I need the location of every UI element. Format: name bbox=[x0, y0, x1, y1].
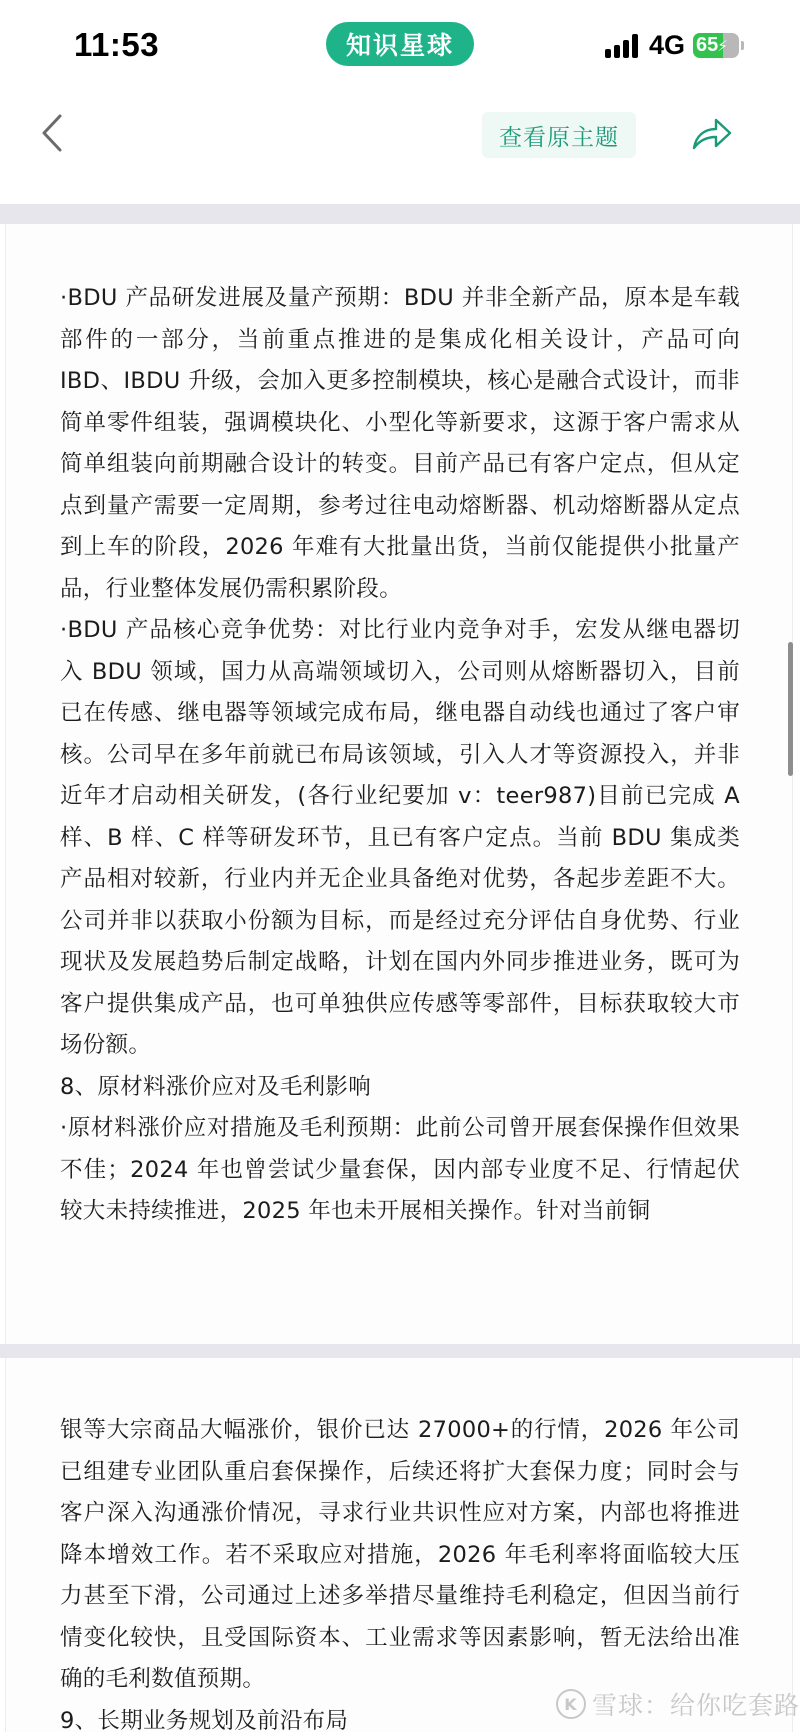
xueqiu-logo-icon: K bbox=[556, 1689, 586, 1719]
paragraph-bdu-progress: ·BDU 产品研发进展及量产预期：BDU 并非全新产品，原本是车载部件的一部分，当前重点推进的是集成化相关设计，产品可向 IBD、IBDU 升级，会加入更多控制模块，核心是融合式设计，而非简单零件组装，强调模块化、小型化等新要求，这源于客户需求从简单组装向前期融合设计的转变。目前产品已有客户定点，但从定点到量产需要一定周期，参考过往电动熔断器、机动熔断器从定点到上车的阶段，2026 年难有大批量出货，当前仅能提供小批量产品，行业整体发展仍需积累阶段。 bbox=[60, 285, 740, 602]
status-indicators bbox=[605, 30, 744, 61]
view-original-topic-button[interactable]: 查看原主题 bbox=[482, 112, 636, 158]
app-name-pill[interactable]: 知识星球 bbox=[326, 22, 474, 66]
status-bar bbox=[0, 0, 800, 92]
share-arrow-icon bbox=[690, 114, 734, 154]
vertical-scrollbar[interactable] bbox=[788, 642, 793, 776]
paragraph-raw-material: ·原材料涨价应对措施及毛利预期：此前公司曾开展套保操作但效果不佳；2024 年也曾尝试少量套保，因内部专业度不足、行情起伏较大未持续推进，2025 年也未开展相关操作。针对当前铜 bbox=[60, 1115, 740, 1224]
paragraph-bdu-advantage: ·BDU 产品核心竞争优势：对比行业内竞争对手，宏发从继电器切入 BDU 领域，国力从高端领域切入，公司则从熔断器切入，目前已在传感、继电器等领域完成布局，继电器自动线也通过了客户审核。公司早在多年前就已布局该领域，引入人才等资源投入，并非近年才启动相关研发，(各行业纪要加 v：teer987)目前已完成 A 样、B 样、C 样等研发环节，且已有客户定点。当前 BDU 集成类产品相对较新，行业内并无企业具备绝对优势，各起步差距不大。公司并非以获取小份额为目标，而是经过充分评估自身优势、行业现状及发展趋势后制定战略，计划在国内外同步推进业务，既可为客户提供集成产品，也可单独供应传感等零部件，目标获取较大市场份额。 bbox=[60, 617, 740, 1058]
battery-percent: 65 bbox=[696, 34, 719, 56]
charging-bolt-icon: ⚡ bbox=[717, 36, 728, 55]
card-separator bbox=[0, 204, 800, 224]
network-type: 4G bbox=[649, 30, 686, 60]
section-heading-9: 9、长期业务规划及前沿布局 bbox=[60, 1707, 349, 1732]
status-time: 11:53 bbox=[74, 26, 160, 63]
nav-bar bbox=[0, 92, 800, 204]
card-2-text bbox=[60, 1410, 740, 1732]
card-separator bbox=[0, 1344, 800, 1358]
signal-strength-icon bbox=[605, 34, 641, 58]
watermark-text: 雪球：给你吃套路 bbox=[592, 1691, 800, 1720]
back-button[interactable] bbox=[38, 112, 68, 154]
battery-cap bbox=[741, 41, 744, 50]
chevron-left-icon bbox=[38, 112, 68, 154]
battery-icon bbox=[693, 33, 739, 58]
section-heading-8: 8、原材料涨价应对及毛利影响 bbox=[60, 1073, 372, 1100]
share-button[interactable] bbox=[690, 114, 734, 154]
watermark bbox=[556, 1686, 800, 1722]
card-1-text bbox=[60, 278, 740, 1233]
paragraph-raw-material-cont: 银等大宗商品大幅涨价，银价已达 27000+的行情，2026 年公司已组建专业团队重启套保操作，后续还将扩大套保力度；同时会与客户深入沟通涨价情况，寻求行业共识性应对方案，内部也将推进降本增效工作。若不采取应对措施，2026 年毛利率将面临较大压力甚至下滑，公司通过上述多举措尽量维持毛利稳定，但因当前行情变化较快，且受国际资本、工业需求等因素影响，暂无法给出准确的毛利数值预期。 bbox=[60, 1417, 740, 1692]
